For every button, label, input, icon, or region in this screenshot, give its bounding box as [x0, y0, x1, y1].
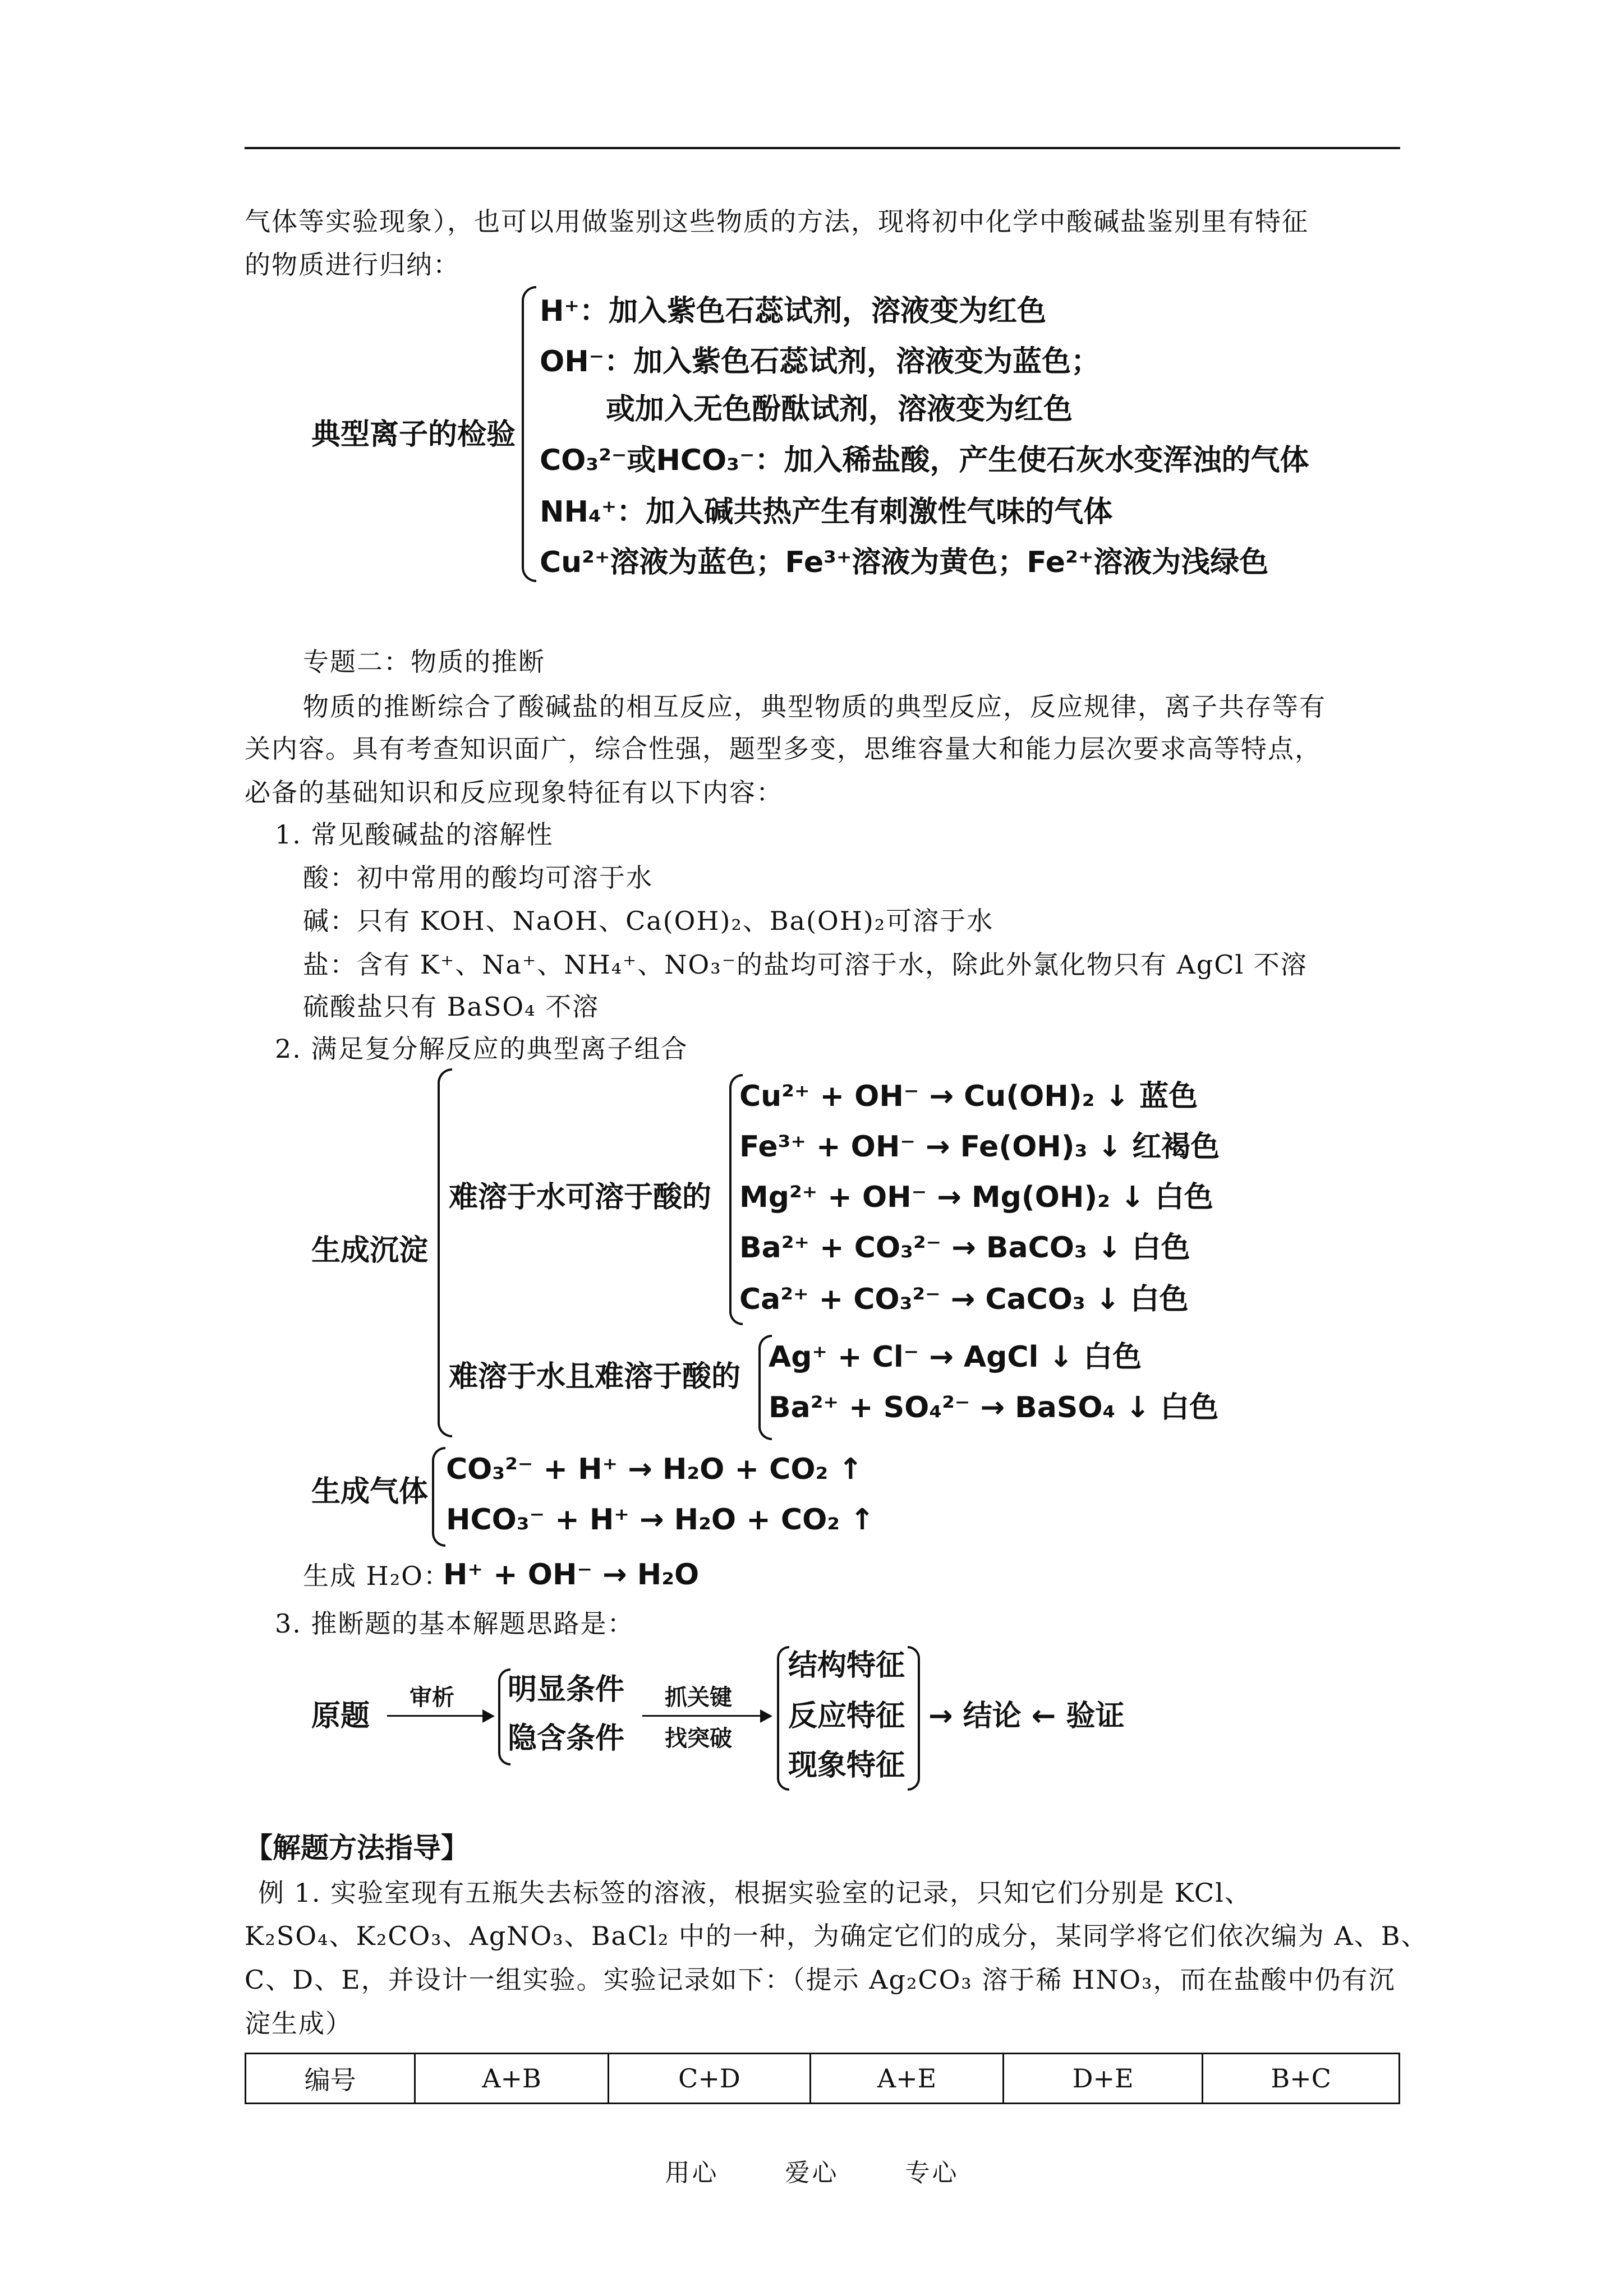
experiment-table	[245, 2053, 1400, 2104]
flow-arrow1-label: 审析	[410, 1685, 454, 1711]
ion-test-item: NH₄⁺：加入碱共热产生有刺激性气味的气体	[540, 495, 1113, 529]
flow-feature: 现象特征	[788, 1749, 905, 1782]
water-equation: H⁺ + OH⁻ → H₂O	[443, 1558, 700, 1592]
table-header-cell: A+B	[415, 2054, 609, 2104]
topic2-para: 必备的基础知识和反应现象特征有以下内容：	[245, 777, 783, 808]
ion-test-title: 典型离子的检验	[311, 418, 516, 451]
reaction-equation: Ca²⁺ + CO₃²⁻ → CaCO₃ ↓ 白色	[739, 1283, 1189, 1316]
ion-test-item: Cu²⁺溶液为蓝色；Fe³⁺溶液为黄色；Fe²⁺溶液为浅绿色	[540, 546, 1269, 579]
topic2-para: 物质的推断综合了酸碱盐的相互反应，典型物质的典型反应，反应规律，离子共存等有	[303, 691, 1326, 722]
intro-line-1: 气体等实验现象），也可以用做鉴别这些物质的方法，现将初中化学中酸碱盐鉴别里有特征	[245, 206, 1309, 237]
footer-text: 专心	[905, 2159, 959, 2187]
table-header-cell: D+E	[1003, 2054, 1202, 2104]
reaction-equation: Fe³⁺ + OH⁻ → Fe(OH)₃ ↓ 红褐色	[739, 1130, 1220, 1164]
flow-feature: 结构特征	[788, 1649, 905, 1682]
flow-arrow1-line	[387, 1715, 485, 1717]
flow-condition: 隐含条件	[508, 1722, 625, 1755]
flow-feature-brace-right	[908, 1646, 920, 1791]
example-text: C、D、E，并设计一组实验。实验记录如下：（提示 Ag₂CO₃ 溶于稀 HNO₃，而在盐酸中仍有沉	[245, 1965, 1396, 1995]
footer-text: 爱心	[785, 2159, 839, 2187]
table-header-row	[246, 2054, 1400, 2104]
water-label: 生成 H₂O：	[303, 1561, 450, 1591]
reaction-equation: Ba²⁺ + CO₃²⁻ → BaCO₃ ↓ 白色	[739, 1231, 1190, 1265]
table-header-cell: B+C	[1203, 2054, 1400, 2104]
section-2-title: 2. 满足复分解反应的典型离子组合	[275, 1034, 688, 1064]
section-3-title: 3. 推断题的基本解题思路是：	[275, 1608, 634, 1639]
gas-brace	[432, 1447, 445, 1547]
section-1-title: 1. 常见酸碱盐的溶解性	[275, 819, 554, 850]
table-header-cell: A+E	[811, 2054, 1004, 2104]
reaction-equation: Ba²⁺ + SO₄²⁻ → BaSO₄ ↓ 白色	[769, 1391, 1219, 1424]
reaction-equation: Cu²⁺ + OH⁻ → Cu(OH)₂ ↓ 蓝色	[739, 1080, 1198, 1113]
ion-test-item: CO₃²⁻或HCO₃⁻：加入稀盐酸，产生使石灰水变浑浊的气体	[540, 444, 1309, 477]
example-text: K₂SO₄、K₂CO₃、AgNO₃、BaCl₂ 中的一种，为确定它们的成分，某同学将它们依次编为 A、B、	[245, 1921, 1428, 1951]
flow-start: 原题	[311, 1699, 370, 1733]
example-text: 淀生成）	[245, 2008, 352, 2039]
method-heading: 【解题方法指导】	[245, 1832, 469, 1864]
reaction-equation: Ag⁺ + Cl⁻ → AgCl ↓ 白色	[769, 1340, 1142, 1374]
flow-arrow1-head	[482, 1709, 495, 1723]
topic2-para: 关内容。具有考查知识面广，综合性强，题型多变，思维容量大和能力层次要求高等特点，	[245, 734, 1322, 764]
solubility-line: 酸：初中常用的酸均可溶于水	[303, 863, 653, 893]
topic2-heading: 专题二：物质的推断	[303, 647, 545, 677]
group2-label: 难溶于水且难溶于酸的	[449, 1360, 741, 1394]
flow-feature-brace-left	[777, 1646, 789, 1791]
flow-arrow2-bottom: 找突破	[665, 1726, 732, 1751]
solubility-line: 硫酸盐只有 BaSO₄ 不溶	[303, 992, 600, 1022]
header-rule	[245, 147, 1400, 149]
flow-arrow2-top: 抓关键	[665, 1685, 732, 1711]
reaction-equation: Mg²⁺ + OH⁻ → Mg(OH)₂ ↓ 白色	[739, 1181, 1213, 1214]
ion-test-item: 或加入无色酚酞试剂，溶液变为红色	[606, 393, 1073, 426]
gas-equation: HCO₃⁻ + H⁺ → H₂O + CO₂ ↑	[446, 1503, 875, 1537]
flow-arrow2-head	[760, 1709, 772, 1723]
example-text: 例 1. 实验室现有五瓶失去标签的溶液，根据实验室的记录，只知它们分别是 KCl、	[258, 1878, 1252, 1908]
flow-end: → 结论 ← 验证	[928, 1699, 1125, 1733]
intro-line-2: 的物质进行归纳：	[245, 250, 460, 280]
table-header-cell: C+D	[608, 2054, 810, 2104]
table-header-cell: 编号	[246, 2054, 415, 2104]
ion-test-item: OH⁻：加入紫色石蕊试剂，溶液变为蓝色；	[540, 345, 1101, 379]
flow-arrow2-line	[642, 1715, 763, 1717]
gas-equation: CO₃²⁻ + H⁺ → H₂O + CO₂ ↑	[446, 1453, 863, 1486]
flow-feature: 反应特征	[788, 1699, 905, 1733]
flow-condition: 明显条件	[508, 1673, 625, 1707]
gas-label: 生成气体	[311, 1475, 429, 1509]
footer-text: 用心	[665, 2159, 719, 2187]
solubility-line: 盐：含有 K⁺、Na⁺、NH₄⁺、NO₃⁻的盐均可溶于水，除此外氯化物只有 AgCl 不溶	[303, 949, 1308, 980]
ion-test-brace	[522, 286, 536, 582]
precipitate-label: 生成沉淀	[311, 1234, 429, 1267]
group1-label: 难溶于水可溶于酸的	[449, 1181, 712, 1214]
ion-test-item: H⁺：加入紫色石蕊试剂，溶液变为红色	[540, 294, 1046, 328]
solubility-line: 碱：只有 KOH、NaOH、Ca(OH)₂、Ba(OH)₂可溶于水	[303, 906, 994, 936]
page-footer	[0, 2152, 1624, 2188]
